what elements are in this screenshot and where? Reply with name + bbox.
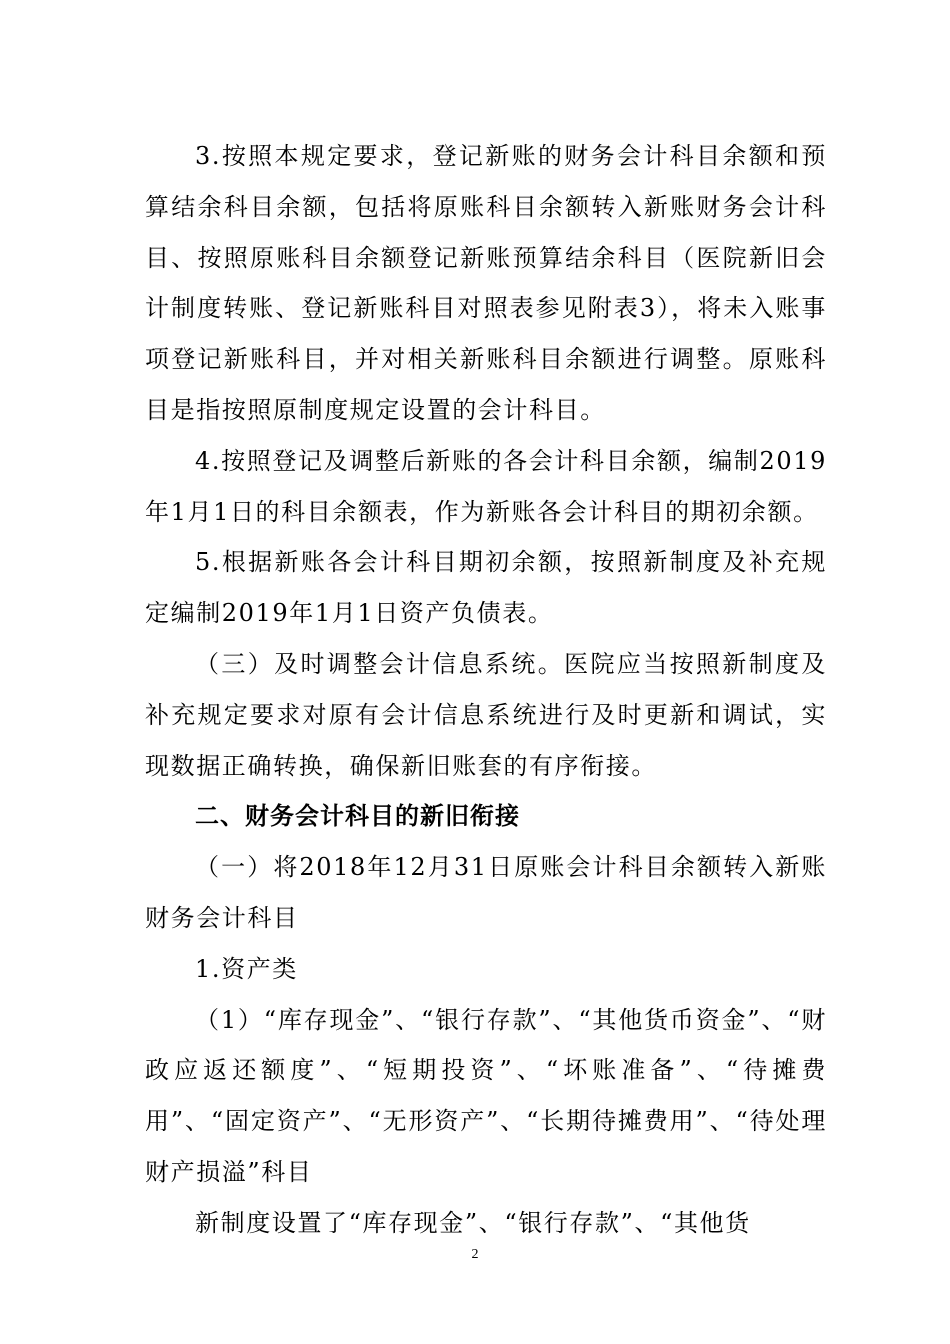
paragraph-4: 4.按照登记及调整后新账的各会计科目余额，编制2019年1月1日的科目余额表，作为新账各会计科目的期初余额。 (145, 446, 827, 526)
paragraph-5: 5.根据新账各会计科目期初余额，按照新制度及补充规定编制2019年1月1日资产负债表。 (145, 548, 827, 628)
subsection-1: （一）将2018年12月31日原账会计科目余额转入新账财务会计科目 (145, 853, 827, 932)
document-body (145, 131, 827, 1249)
paragraph-section-3: （三）及时调整会计信息系统。医院应当按照新制度及补充规定要求对原有会计信息系统进行及时更新和调试，实现数据正确转换，确保新旧账套的有序衔接。 (145, 649, 827, 780)
item-accounts-list: （1）“库存现金”、“银行存款”、“其他货币资金”、“财政应返还额度”、“短期投资”、“坏账准备”、“待摊费用”、“固定资产”、“无形资产”、“长期待摊费用”、“待处理财产损溢”科目 (145, 1005, 827, 1186)
item-assets: 1.资产类 (195, 954, 298, 983)
section-heading: 二、财务会计科目的新旧衔接 (195, 802, 520, 831)
paragraph-3: 3.按照本规定要求，登记新账的财务会计科目余额和预算结余科目余额，包括将原账科目余额转入新账财务会计科目、按照原账科目余额登记新账预算结余科目（医院新旧会计制度转账、登记新账科目对照表参见附表3），将未入账事项登记新账科目，并对相关新账科目余额进行调整。原账科目是指按照原制度规定设置的会计科目。 (145, 142, 827, 424)
paragraph-new-system: 新制度设置了“库存现金”、“银行存款”、“其他货 (195, 1208, 751, 1237)
page-number: 2 (471, 1247, 479, 1262)
